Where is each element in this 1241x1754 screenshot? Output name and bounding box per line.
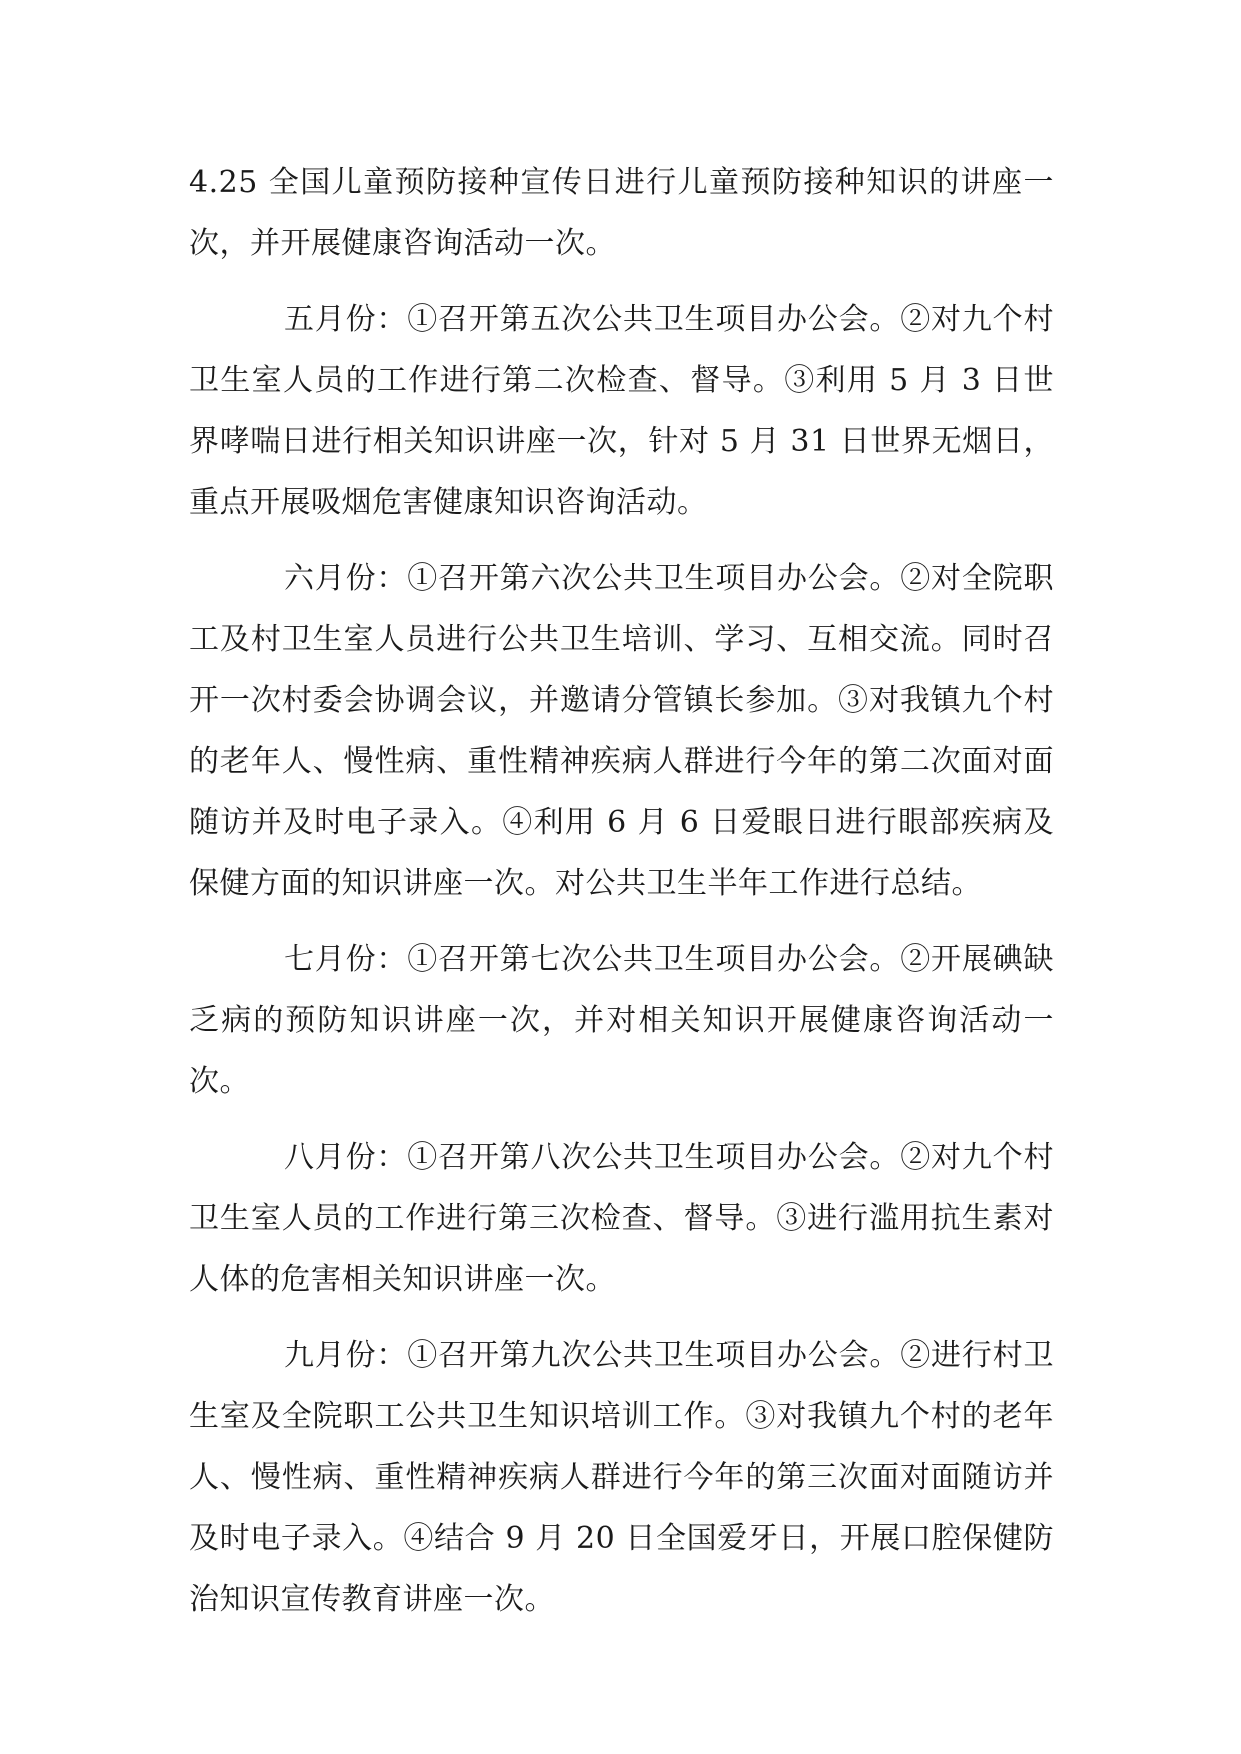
paragraph-may: 五月份：①召开第五次公共卫生项目办公会。②对九个村卫生室人员的工作进行第二次检查、督导。③利用 5 月 3 日世界哮喘日进行相关知识讲座一次，针对 5 月 31 日世界无烟日，重点开展吸烟危害健康知识咨询活动。 (189, 302, 1054, 520)
paragraph-august: 八月份：①召开第八次公共卫生项目办公会。②对九个村卫生室人员的工作进行第三次检查、督导。③进行滥用抗生素对人体的危害相关知识讲座一次。 (189, 1140, 1054, 1297)
paragraph-july: 七月份：①召开第七次公共卫生项目办公会。②开展碘缺乏病的预防知识讲座一次，并对相关知识开展健康咨询活动一次。 (189, 942, 1054, 1099)
paragraph-september: 九月份：①召开第九次公共卫生项目办公会。②进行村卫生室及全院职工公共卫生知识培训工作。③对我镇九个村的老年人、慢性病、重性精神疾病人群进行今年的第三次面对面随访并及时电子录入。④结合 9 月 20 日全国爱牙日，开展口腔保健防治知识宣传教育讲座一次。 (189, 1338, 1054, 1617)
paragraph-june: 六月份：①召开第六次公共卫生项目办公会。②对全院职工及村卫生室人员进行公共卫生培训、学习、互相交流。同时召开一次村委会协调会议，并邀请分管镇长参加。③对我镇九个村的老年人、慢性病、重性精神疾病人群进行今年的第二次面对面随访并及时电子录入。④利用 6 月 6 日爱眼日进行眼部疾病及保健方面的知识讲座一次。对公共卫生半年工作进行总结。 (189, 561, 1054, 901)
paragraph-april-continuation: 4.25 全国儿童预防接种宣传日进行儿童预防接种知识的讲座一次，并开展健康咨询活动一次。 (189, 165, 1054, 261)
document-body (189, 152, 1054, 1645)
